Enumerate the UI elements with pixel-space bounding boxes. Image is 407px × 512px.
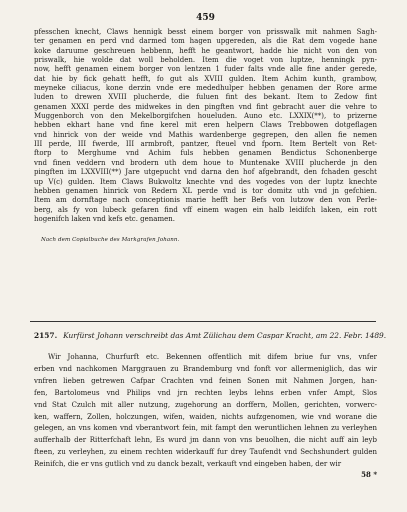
text-line: hebben ekhart hane vnd fine kerel mit eren helpern Claws Trebbowen dotgeflagen — [34, 121, 377, 130]
text-line: Item am dornftage nach conceptionis marie hefft her Befs von lutzow den von Perle- — [34, 196, 377, 205]
text-line: Muggenborch von den Mekelborgifchen houeluden. Auno etc. LXXIX(**), to prizerne — [34, 112, 377, 121]
text-line: genamen XXXI perde des midwekes in den pingften vnd fint gebracht auer die vehre to — [34, 102, 377, 111]
text-line: luden to drewen XVIII plucherde, die fuluen fint des bekant. Item to Zedow fint — [34, 93, 377, 102]
text-line: vnd finen veddern vnd brodern uth dem houe to Muntenake XVIII plucherde jn den — [34, 158, 377, 167]
text-line: aufferhalb der Ritterfchaft lehn, Es wurd jm dann von vns beuolhen, die nicht auff ain leyb — [34, 436, 377, 445]
document-title: Kurfürst Johann verschreibt das Amt Zülichau dem Caspar Kracht, am 22. Febr. 1489. — [63, 331, 387, 340]
text-line: erben vnd nachkomen Marggrauen zu Brandemburg vnd fonft vor allermeniglich, das wir — [34, 364, 377, 373]
text-line: fteen, zu verleyhen, zu einem rechten widerkauff fur drey Taufendt vnd Sechshundert gulden — [34, 448, 377, 457]
text-line: priswalk, hie wolde dat woll beholden. Item die voget von luptze, henningk pyn- — [34, 56, 377, 65]
text-line: ken, waffern, Zollen, holczungen, wifen, waiden, nichts aufzgenomen, wie vnd worane die — [34, 412, 377, 421]
text-line: now, hefft genamen einem borger von lentzen 1 fuder falts vnde alle fine ander gerede, — [34, 65, 377, 74]
text-line: pingften im LXXVIII(**) Jare utgepucht vnd darna den hof afgebrandt, den fchaden gescht — [34, 168, 377, 177]
text-line: up V(c) gulden. Item Claws Bukwoltz knechte vnd des vogedes von der luptz knechte — [34, 177, 377, 186]
text-line: dat hie by fick gehatt hefft, fo gut als XVIII gulden. Item Achim kunth, grambow, — [34, 74, 377, 83]
text-line: ter genamen en perd vnd darmed tom hagen upgereden, als die Rat dem vogede hane — [34, 37, 377, 46]
text-line: hebben genamen hinrick von Redern XL perde vnd is tor domitz uth vnd jn gefchien. — [34, 186, 377, 195]
text-line: berg, als fy von lubeck gefaren find vff einem wagen ein halb leidifch laken, ein rott — [34, 205, 377, 214]
document-number: 2157. — [34, 331, 58, 340]
document-text-block — [34, 352, 377, 479]
text-line: vnfren lieben getrewen Cafpar Crachten vnd feinen Sonen mit Nahmen Jorgen, han- — [34, 376, 377, 385]
signature-mark: 58 * — [361, 470, 377, 480]
text-line: vnd hinrick von der weide vnd Mathis wardenberge gegrepen, den allen fie nemen — [34, 130, 377, 139]
text-line: Wir Johanna, Churfurft etc. Bekennen offentlich mit difem briue fur vns, vnfer — [48, 353, 377, 361]
text-line: vnd Stat Czulch mit aller nutzung, zugehorung an dorffern, Mollen, gerichten, vorwerc- — [34, 400, 377, 409]
document-heading — [34, 331, 387, 341]
text-line: hogenifch laken vnd kefs etc. genamen. — [34, 214, 175, 223]
text-line: pfesschen knecht, Claws hennigk besst einem borger von prisswalk mit nahmen Sagh- — [34, 28, 377, 36]
upper-text-block — [34, 28, 377, 224]
text-line: ftorp to Merghume vnd Achim fuls hebben genamen Bendictus Schonenberge — [34, 149, 377, 158]
text-line: meyneke ciliacus, kone derzin vnde ere mededhulper hebben genamen der Rore arme — [34, 84, 377, 93]
text-line: fen, Bartolomeus vnd Philips vnd jrn rechten leybs lehns erben vnfer Ampt, Slos — [34, 388, 377, 397]
page-number: 459 — [196, 13, 215, 23]
text-line: koke daruume geschreuen hebbenn, hefft he geantwort, hadde hie nicht von den von — [34, 46, 377, 55]
source-note: Nach dem Copialbuche des Markgrafen Johann. — [41, 237, 180, 244]
section-divider — [30, 321, 376, 322]
text-line: gelegen, an vns komen vnd vberantwort fein, mit fampt den weruntlichen lehnen zu verleyhen — [34, 424, 377, 433]
text-line: III perde, III fwerde, III armbroft, pantzer, fteuel vnd fporn. Item Bertelt von Ret- — [34, 140, 377, 149]
text-line: Reinifch, die er vns gutlich vnd zu danck bezalt, verkauft vnd eingeben haben, der wir — [34, 460, 342, 469]
